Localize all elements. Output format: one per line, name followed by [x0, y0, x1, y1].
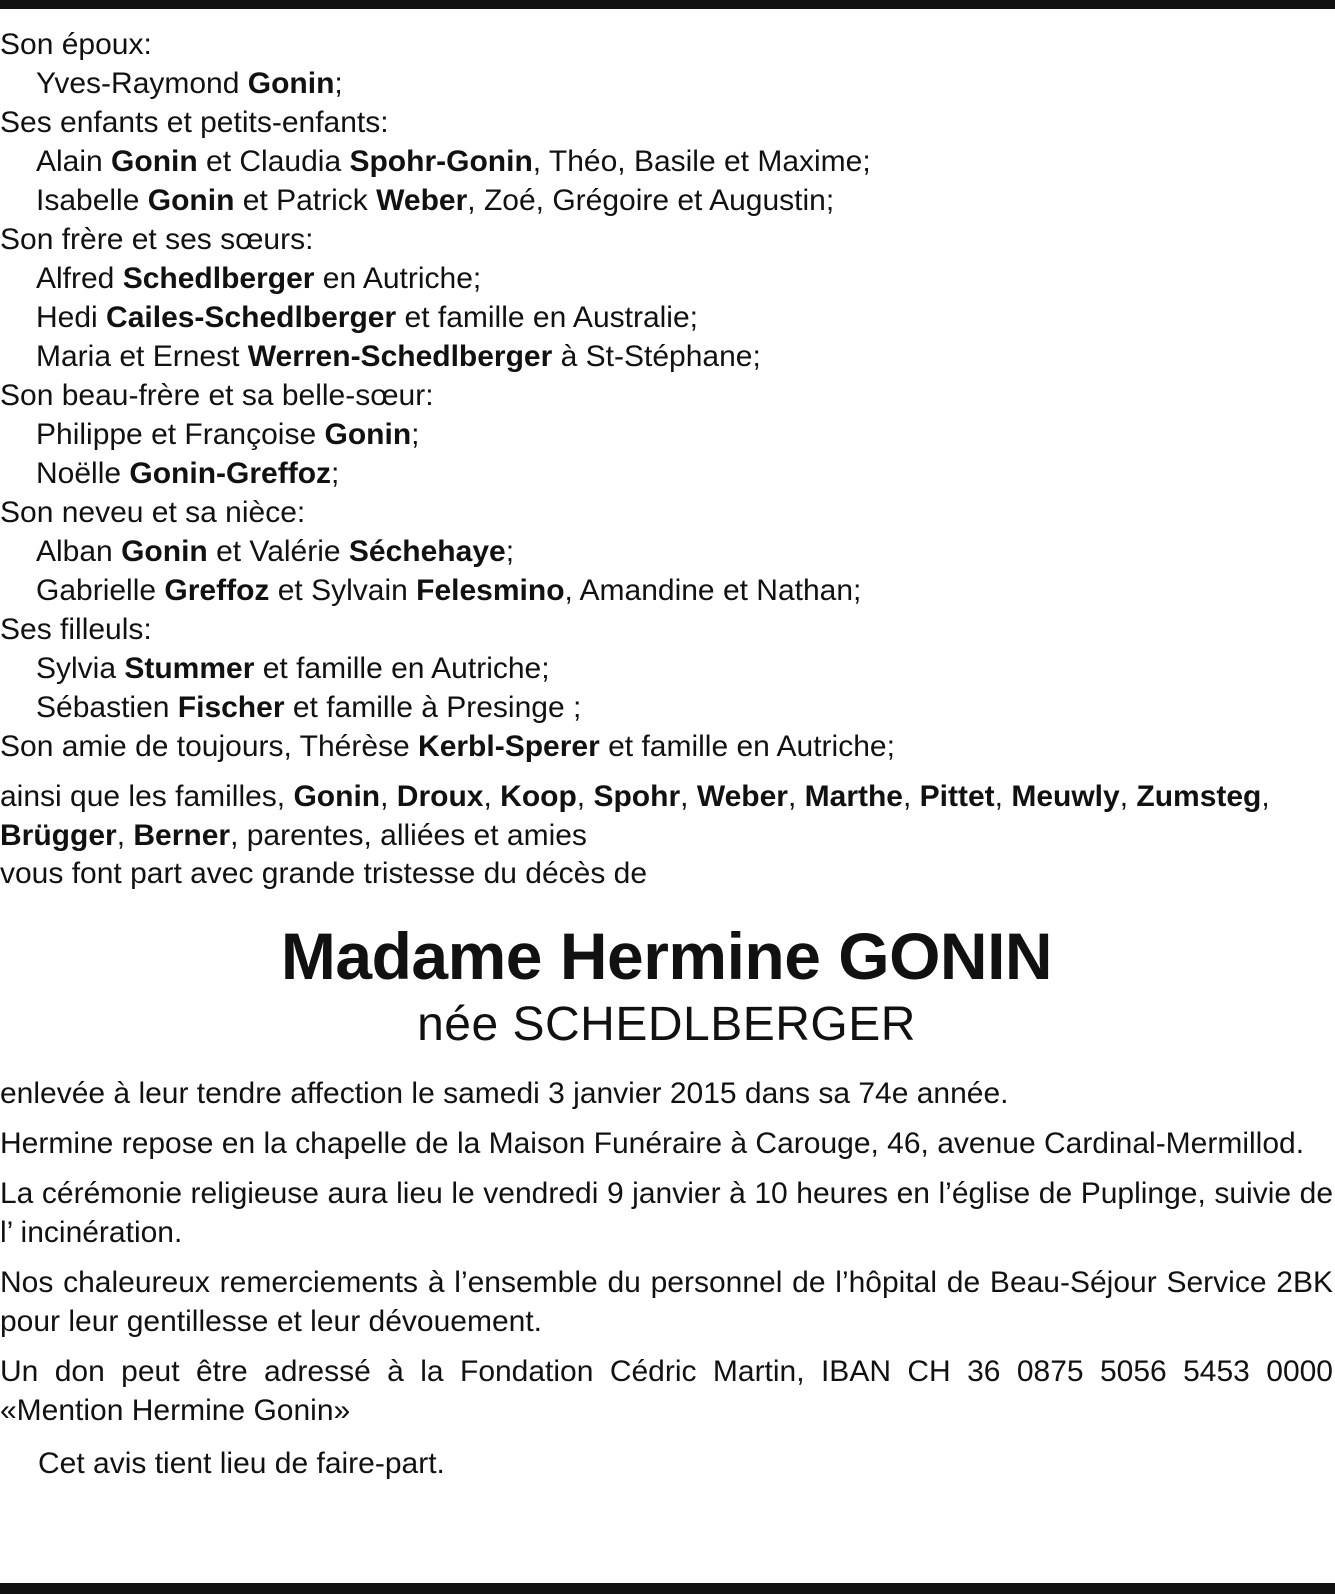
- surname: Kerbl-Sperer: [418, 730, 600, 763]
- surname: Meuwly: [1011, 780, 1120, 813]
- surname: Schedlberger: [122, 262, 315, 295]
- surname: Séchehaye: [348, 535, 506, 568]
- relative-entry: Gabrielle Greffoz et Sylvain Felesmino, Amandine et Nathan;: [36, 574, 862, 607]
- relative-entry: Yves-Raymond Gonin;: [36, 67, 343, 100]
- surname: Zumsteg: [1136, 780, 1262, 813]
- relation-label: Ses enfants et petits-enfants:: [0, 106, 389, 139]
- surname: Brügger: [0, 818, 117, 852]
- relation-label: Son époux:: [0, 28, 152, 61]
- surname: Greffoz: [164, 574, 270, 607]
- surname: Gonin: [293, 780, 381, 813]
- relation-label: Son neveu et sa nièce:: [0, 496, 306, 529]
- relation-label: Son beau-frère et sa belle-sœur:: [0, 379, 434, 412]
- ceremony-paragraph: La cérémonie religieuse aura lieu le vendredi 9 janvier à 10 heures en l’église de Puplinge, suivie de l’ incinération.: [0, 1176, 1333, 1249]
- relative-entry: Alban Gonin et Valérie Séchehaye;: [36, 535, 515, 568]
- relative-entry: Isabelle Gonin et Patrick Weber, Zoé, Grégoire et Augustin;: [36, 184, 835, 217]
- friend-line: Son amie de toujours, Thérèse Kerbl-Sperer et famille en Autriche;: [0, 730, 895, 763]
- surname: Gonin: [324, 418, 412, 451]
- relative-entry: Maria et Ernest Werren-Schedlberger à St-Stéphane;: [36, 340, 761, 373]
- surname: Gonin-Greffoz: [129, 457, 332, 490]
- surname: Marthe: [804, 780, 903, 813]
- families-line: Brügger, Berner, parentes, alliées et amies: [0, 818, 587, 852]
- deceased-name: Madame Hermine GONIN: [280, 918, 1053, 993]
- families-block: [0, 778, 1333, 894]
- families-line: ainsi que les familles, Gonin, Droux, Koop, Spohr, Weber, Marthe, Pittet, Meuwly, Zumsteg,: [0, 780, 1270, 813]
- thanks-paragraph: Nos chaleureux remerciements à l’ensemble du personnel de l’hôpital de Beau-Séjour Service 2BK pour leur gentillesse et leur dévouement.: [0, 1265, 1333, 1338]
- top-rule: [0, 0, 1335, 9]
- death-date-paragraph: enlevée à leur tendre affection le samedi 3 janvier 2015 dans sa 74e année.: [0, 1076, 1009, 1110]
- surname: Spohr: [593, 780, 681, 813]
- surname: Weber: [696, 780, 788, 813]
- surname: Felesmino: [416, 574, 565, 607]
- surname: Cailes-Schedlberger: [106, 301, 397, 334]
- surname: Gonin: [247, 67, 335, 100]
- surname: Fischer: [177, 691, 285, 724]
- relative-entry: Sébastien Fischer et famille à Presinge ;: [36, 691, 582, 724]
- surname: Droux: [396, 780, 484, 813]
- maiden-name: née SCHEDLBERGER: [417, 997, 916, 1051]
- bottom-rule: [0, 1583, 1335, 1594]
- closing-line: Cet avis tient lieu de faire-part.: [38, 1446, 445, 1480]
- surname: Gonin: [111, 145, 198, 178]
- relation-label: Son frère et ses sœurs:: [0, 223, 314, 256]
- surname: Berner: [133, 818, 231, 852]
- surname: Weber: [376, 184, 468, 217]
- repose-paragraph: Hermine repose en la chapelle de la Maison Funéraire à Carouge, 46, avenue Cardinal-Mermillod.: [0, 1126, 1305, 1160]
- relative-entry: Alain Gonin et Claudia Spohr-Gonin, Théo, Basile et Maxime;: [36, 145, 871, 178]
- surname: Spohr-Gonin: [349, 145, 533, 178]
- relative-entry: Philippe et Françoise Gonin;: [36, 418, 420, 451]
- relation-label: Ses filleuls:: [0, 613, 152, 646]
- relatives-list: [0, 25, 1333, 727]
- surname: Pittet: [919, 780, 995, 813]
- relative-entry: Sylvia Stummer et famille en Autriche;: [36, 652, 550, 685]
- relative-entry: Alfred Schedlberger en Autriche;: [36, 262, 482, 295]
- donation-paragraph: Un don peut être adressé à la Fondation Cédric Martin, IBAN CH 36 0875 5056 5453 0000 «Mention Hermine Gonin»: [0, 1354, 1333, 1427]
- relative-entry: Noëlle Gonin-Greffoz;: [36, 457, 340, 490]
- surname: Werren-Schedlberger: [247, 340, 553, 373]
- obituary-notice: [0, 25, 1333, 1483]
- surname: Stummer: [124, 652, 255, 685]
- surname: Gonin: [121, 535, 208, 568]
- surname: Gonin: [147, 184, 235, 217]
- relative-entry: Hedi Cailes-Schedlberger et famille en Australie;: [36, 301, 698, 334]
- announcement-line: vous font part avec grande tristesse du décès de: [0, 857, 648, 890]
- surname: Koop: [500, 780, 577, 813]
